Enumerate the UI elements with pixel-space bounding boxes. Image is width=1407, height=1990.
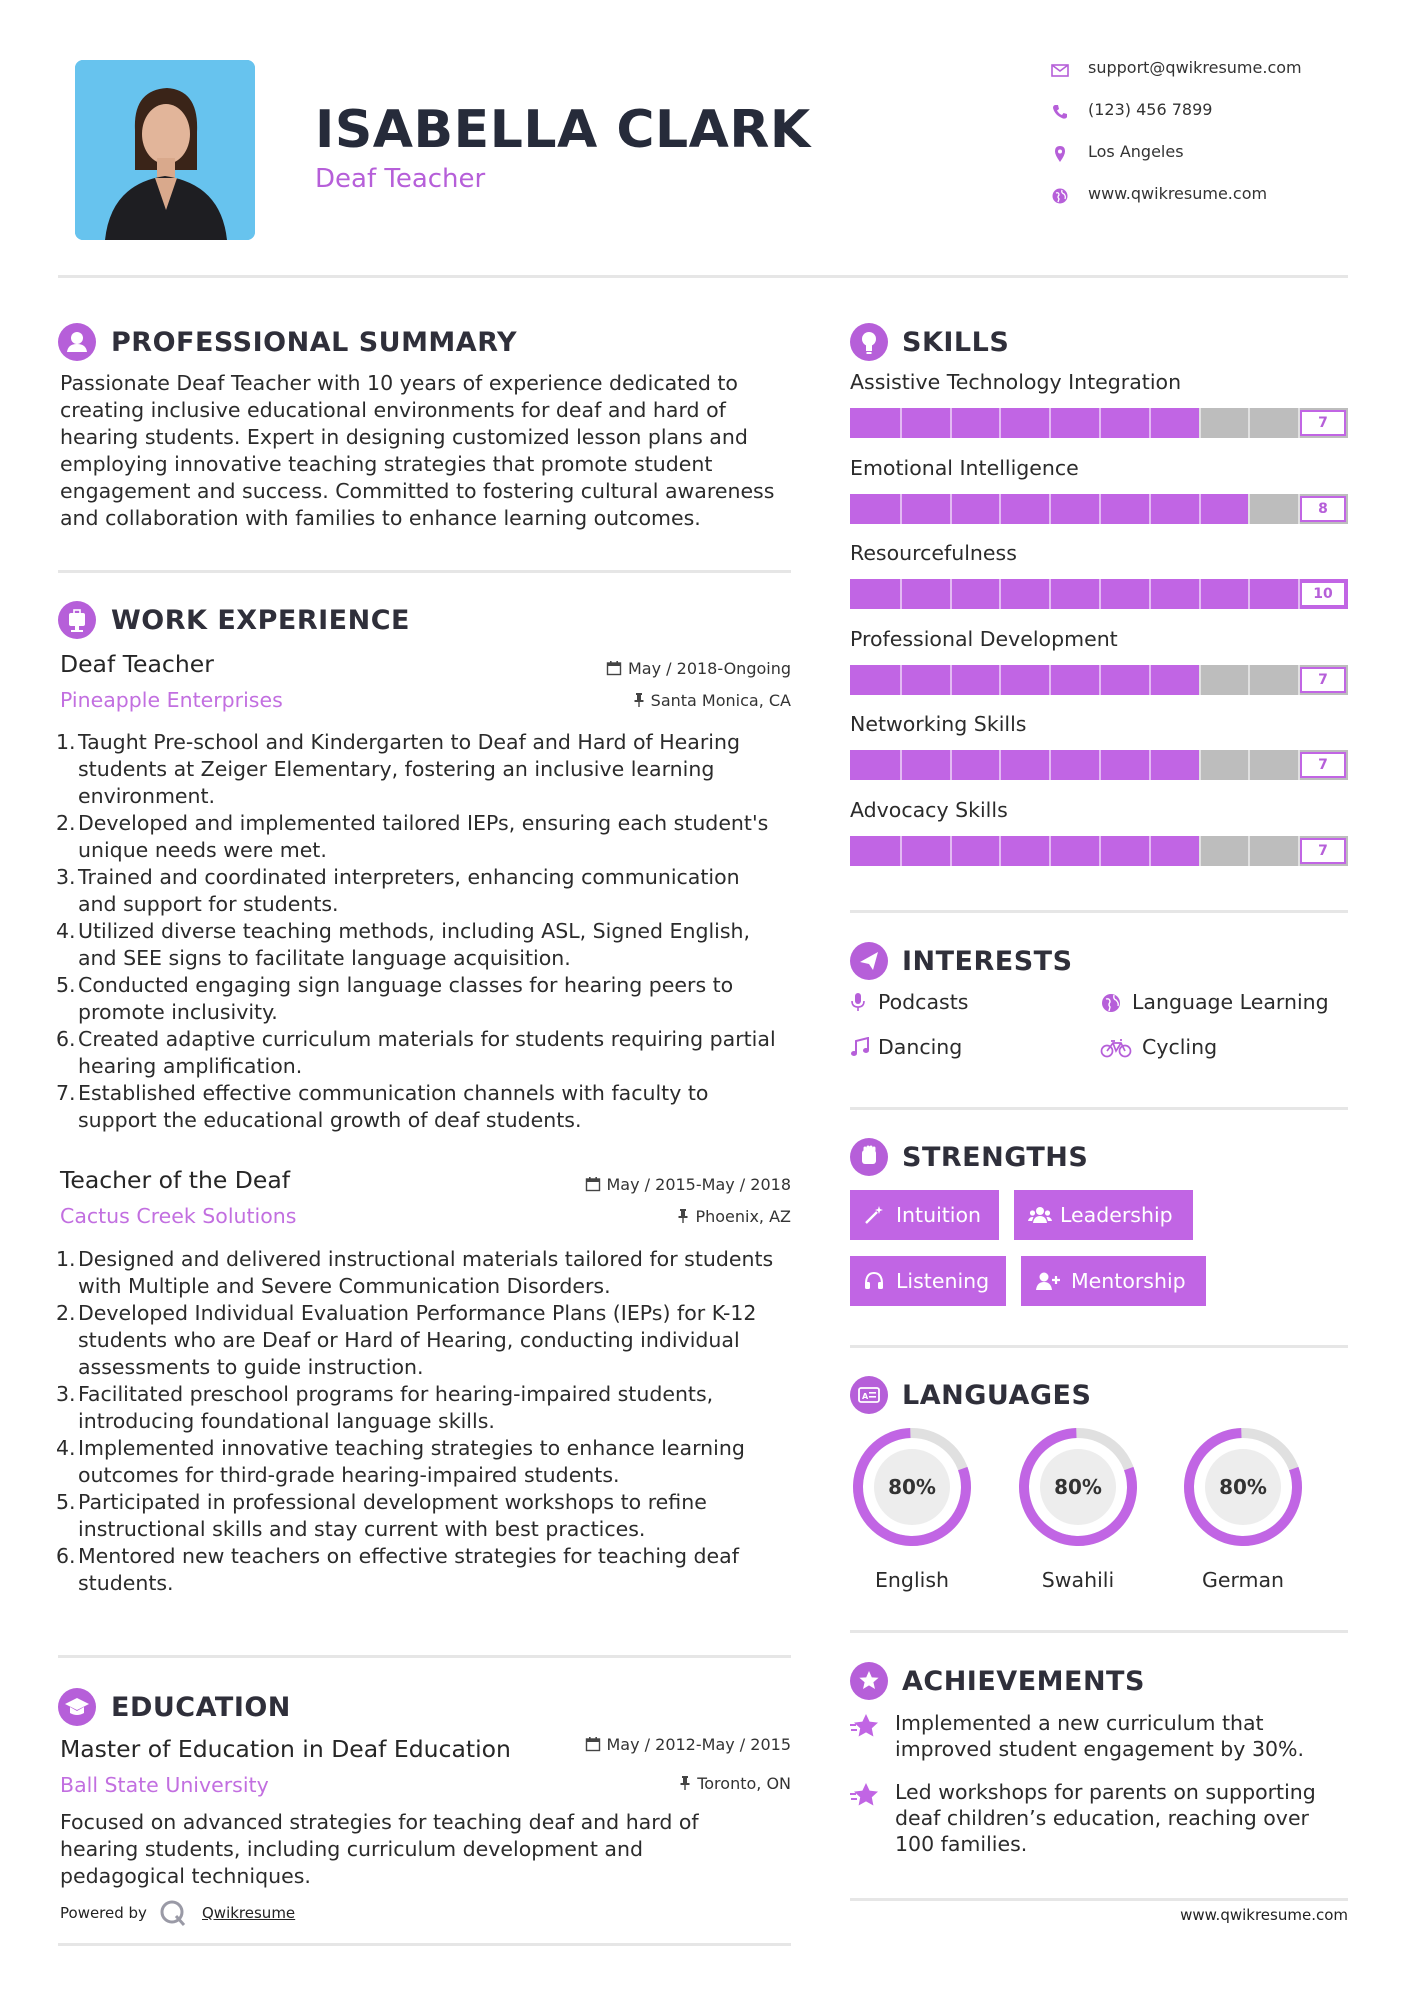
brand-link[interactable]: Qwikresume [202, 1904, 296, 1922]
skill-bar-tick [1248, 408, 1250, 438]
footer-website[interactable]: www.qwikresume.com [1180, 1906, 1348, 1924]
skill-bar-tick [950, 494, 952, 524]
skill-bar-tick [950, 408, 952, 438]
list-item: 5. Participated in professional development workshops to refine instructional skills and stay current with best practices. [56, 1490, 707, 1541]
job-title: Teacher of the Deaf [60, 1166, 291, 1194]
skill-bar-tick [999, 750, 1001, 780]
job-location-text: Phoenix, AZ [695, 1207, 791, 1226]
job-location [520, 1207, 791, 1226]
skill-bar-tick [1248, 665, 1250, 695]
section-divider [58, 570, 791, 573]
degree-name: Master of Education in Deaf Education [60, 1735, 511, 1763]
language-card-icon [850, 1376, 888, 1414]
qwikresume-logo-icon [158, 1898, 188, 1928]
list-item: 5. Conducted engaging sign language classes for hearing peers to promote inclusivity. [56, 973, 734, 1024]
list-item: 3. Facilitated preschool programs for hearing-impaired students, introducing foundational language skills. [56, 1382, 714, 1433]
skill-bar-tick [1199, 494, 1201, 524]
list-item: 6. Mentored new teachers on effective strategies for teaching deaf students. [56, 1544, 739, 1595]
skill-bar-fill [850, 750, 1199, 780]
section-divider [850, 1345, 1348, 1348]
calendar-icon [585, 1176, 601, 1192]
company-name: Cactus Creek Solutions [60, 1204, 297, 1228]
section-divider [850, 1898, 1348, 1901]
skill-score: 8 [1300, 496, 1346, 522]
skill-bar-fill [850, 836, 1199, 866]
paper-plane-icon [850, 942, 888, 980]
star-badge-icon [850, 1662, 888, 1700]
strength-chip-intuition: Intuition [850, 1190, 999, 1240]
language-name: German [1201, 1568, 1285, 1592]
interests-title: INTERESTS [902, 946, 1073, 977]
skill-bar-tick [1149, 408, 1151, 438]
section-divider [850, 1630, 1348, 1633]
interest-dancing: Dancing [850, 1035, 1070, 1063]
summary-text [60, 370, 800, 532]
powered-by-label: Powered by [60, 1904, 147, 1922]
contact-location [1050, 142, 1350, 166]
list-item: 7. Established effective communication channels with faculty to support the educational growth of deaf students. [56, 1081, 709, 1132]
footer-divider [58, 1943, 791, 1946]
list-item: 2. Developed and implemented tailored IEPs, ensuring each student's unique needs were met. [56, 811, 769, 862]
graduation-cap-icon [58, 1688, 96, 1726]
skill-bar-tick [900, 665, 902, 695]
skill-bar-tick [999, 836, 1001, 866]
skill-bar-tick [1049, 836, 1051, 866]
skill-bar-tick [950, 579, 952, 609]
skill-bar-tick [999, 579, 1001, 609]
language-ring [850, 1425, 974, 1549]
skill-bar-tick [1199, 836, 1201, 866]
language-percent-label: 80% [1219, 1475, 1267, 1499]
skill-score: 10 [1300, 581, 1346, 607]
star-icon [850, 1711, 884, 1741]
contact-website-text: www.qwikresume.com [1088, 184, 1268, 203]
job-dates [520, 1175, 791, 1194]
contact-website[interactable] [1050, 184, 1350, 208]
skill-bar-tick [1099, 494, 1101, 524]
phone-icon [1050, 102, 1070, 122]
contact-email[interactable] [1050, 58, 1350, 82]
skill-bar [850, 750, 1348, 780]
skill-bar-tick [950, 836, 952, 866]
job-location [520, 691, 791, 710]
strength-chip-listening: Listening [850, 1256, 1006, 1306]
list-item: 3. Trained and coordinated interpreters, enhancing communication and support for students. [56, 865, 740, 916]
svg-text:A: A [862, 1392, 869, 1401]
list-item: 1. Taught Pre-school and Kindergarten to Deaf and Hard of Hearing students at Zeiger Elementary, fostering an inclusive learning environment. [56, 730, 740, 808]
job-location-text: Santa Monica, CA [650, 691, 791, 710]
location-pin-icon [1050, 144, 1070, 164]
profile-photo [75, 60, 255, 240]
list-item: 6. Created adaptive curriculum materials for students requiring partial hearing amplification. [56, 1027, 776, 1078]
skill-bar-tick [1199, 665, 1201, 695]
skill-bar-tick [1149, 579, 1151, 609]
candidate-role: Deaf Teacher [315, 164, 486, 194]
job-title: Deaf Teacher [60, 650, 214, 678]
globe-icon [1050, 186, 1070, 206]
skill-bar-tick [1149, 494, 1151, 524]
skill-bar-tick [900, 750, 902, 780]
skill-bar-tick [1248, 494, 1250, 524]
skill-bar-tick [1199, 579, 1201, 609]
interest-podcasts: Podcasts [850, 990, 1070, 1018]
contact-location-text: Los Angeles [1088, 142, 1184, 161]
skill-bar-tick [999, 494, 1001, 524]
achievement-item: Implemented a new curriculum that improved student engagement by 30%. [895, 1711, 1305, 1761]
user-icon [58, 323, 96, 361]
briefcase-icon [58, 601, 96, 639]
contact-phone-text: (123) 456 7899 [1088, 100, 1213, 119]
education-dates-text: May / 2012-May / 2015 [606, 1735, 791, 1754]
interest-language-learning: Language Learning [1100, 990, 1350, 1018]
list-item: 4. Utilized diverse teaching methods, including ASL, Signed English, and SEE signs to facilitate language acquisition. [56, 919, 751, 970]
skill-name: Professional Development [850, 626, 1118, 651]
summary-title: PROFESSIONAL SUMMARY [111, 327, 518, 358]
language-name: Swahili [1041, 1568, 1115, 1592]
fist-icon [850, 1138, 888, 1176]
skill-bar [850, 579, 1348, 609]
skill-bar-tick [999, 665, 1001, 695]
education-title: EDUCATION [111, 1692, 291, 1723]
candidate-name: ISABELLA CLARK [315, 100, 811, 160]
summary-line: and collaboration with families to enhance learning outcomes. [60, 506, 701, 530]
contact-email-text: support@qwikresume.com [1088, 58, 1302, 77]
summary-line: creating inclusive educational environments for deaf and hard of [60, 398, 726, 422]
skill-bar-tick [1049, 579, 1051, 609]
skill-bar-tick [900, 836, 902, 866]
summary-line: hearing students. Expert in designing customized lesson plans and [60, 425, 748, 449]
summary-line: engagement and success. Committed to fostering cultural awareness [60, 479, 775, 503]
skill-bar-tick [900, 579, 902, 609]
school-name: Ball State University [60, 1773, 269, 1797]
strength-chip-leadership: Leadership [1014, 1190, 1193, 1240]
user-plus-icon [1035, 1271, 1061, 1291]
users-icon [1028, 1205, 1052, 1225]
skill-bar-tick [1099, 750, 1101, 780]
list-item: 2. Developed Individual Evaluation Performance Plans (IEPs) for K-12 students who are Deaf or Hard of Hearing, conducting individual assessments to guide instruction. [56, 1301, 757, 1379]
skill-bar [850, 665, 1348, 695]
education-dates [520, 1735, 791, 1754]
job-bullets [56, 729, 818, 1134]
pin-icon [633, 692, 645, 708]
pin-icon [679, 1775, 691, 1791]
summary-line: employing innovative teaching strategies that promote student [60, 452, 713, 476]
languages-title: LANGUAGES [902, 1380, 1092, 1411]
language-percent-label: 80% [1054, 1475, 1102, 1499]
skill-bar-tick [1099, 579, 1101, 609]
skills-title: SKILLS [902, 327, 1010, 358]
skill-bar-tick [900, 408, 902, 438]
skill-bar-tick [1049, 665, 1051, 695]
job-dates-text: May / 2015-May / 2018 [606, 1175, 791, 1194]
magic-wand-icon [864, 1205, 884, 1225]
skill-name: Assistive Technology Integration [850, 370, 1182, 394]
job-dates-text: May / 2018-Ongoing [628, 659, 791, 678]
achievements-title: ACHIEVEMENTS [902, 1666, 1145, 1697]
calendar-icon [606, 660, 622, 676]
pin-icon [677, 1208, 689, 1224]
header-divider [58, 275, 1348, 278]
job-dates [520, 659, 791, 678]
skill-bar [850, 494, 1348, 524]
skill-bar-tick [1049, 494, 1051, 524]
education-location [520, 1774, 791, 1793]
language-percent-label: 80% [888, 1475, 936, 1499]
calendar-icon [585, 1736, 601, 1752]
skill-bar [850, 836, 1348, 866]
skill-bar-tick [1149, 750, 1151, 780]
strength-chip-mentorship: Mentorship [1021, 1256, 1206, 1306]
section-divider [850, 1107, 1348, 1110]
music-note-icon [850, 1037, 870, 1059]
strengths-title: STRENGTHS [902, 1142, 1089, 1173]
skill-bar-tick [1049, 750, 1051, 780]
contact-phone[interactable] [1050, 100, 1350, 124]
education-description: Focused on advanced strategies for teaching deaf and hard of hearing students, including curriculum development and pedagogical techniques. [60, 1810, 699, 1888]
skill-bar-tick [1149, 836, 1151, 866]
language-name: English [874, 1568, 950, 1592]
bicycle-icon [1100, 1037, 1132, 1059]
language-ring [1181, 1425, 1305, 1549]
skill-bar-tick [1149, 665, 1151, 695]
skill-bar-tick [950, 665, 952, 695]
language-ring [1016, 1425, 1140, 1549]
globe-icon [1100, 992, 1122, 1014]
skill-bar [850, 408, 1348, 438]
star-icon [850, 1780, 884, 1810]
skill-name: Advocacy Skills [850, 797, 1008, 822]
skill-bar-fill [850, 408, 1199, 438]
skill-bar-tick [1199, 408, 1201, 438]
experience-title: WORK EXPERIENCE [111, 605, 410, 636]
skill-bar-tick [1199, 750, 1201, 780]
skill-bar-tick [1248, 750, 1250, 780]
interest-cycling: Cycling [1100, 1035, 1350, 1063]
job-bullets [56, 1246, 818, 1597]
envelope-icon [1050, 60, 1070, 80]
section-divider [58, 1655, 791, 1658]
skill-score: 7 [1300, 667, 1346, 693]
microphone-icon [850, 992, 866, 1014]
skill-bar-tick [999, 408, 1001, 438]
skill-bar-tick [1099, 836, 1101, 866]
skill-bar-tick [1248, 836, 1250, 866]
list-item: 1. Designed and delivered instructional materials tailored for students with Multiple and Severe Communication Disorders. [56, 1247, 774, 1298]
skill-name: Networking Skills [850, 712, 1027, 736]
skill-score: 7 [1300, 752, 1346, 778]
skill-score: 7 [1300, 838, 1346, 864]
headphones-icon [864, 1271, 884, 1291]
section-divider [850, 910, 1348, 913]
skill-bar-fill [850, 665, 1199, 695]
skill-bar-tick [1248, 579, 1250, 609]
skill-bar-tick [1049, 408, 1051, 438]
company-name: Pineapple Enterprises [60, 688, 283, 712]
achievement-item: Led workshops for parents on supporting deaf children’s education, reaching over 100 families. [895, 1780, 1316, 1856]
skill-bar-tick [1099, 665, 1101, 695]
skill-name: Emotional Intelligence [850, 455, 1079, 480]
skill-score: 7 [1300, 410, 1346, 436]
lightbulb-icon [850, 323, 888, 361]
summary-line: Passionate Deaf Teacher with 10 years of experience dedicated to [60, 371, 738, 395]
skill-bar-tick [900, 494, 902, 524]
skill-name: Resourcefulness [850, 541, 1017, 565]
skill-bar-tick [1099, 408, 1101, 438]
list-item: 4. Implemented innovative teaching strategies to enhance learning outcomes for third-grade hearing-impaired students. [56, 1436, 745, 1487]
education-location-text: Toronto, ON [697, 1774, 791, 1793]
skill-bar-tick [950, 750, 952, 780]
